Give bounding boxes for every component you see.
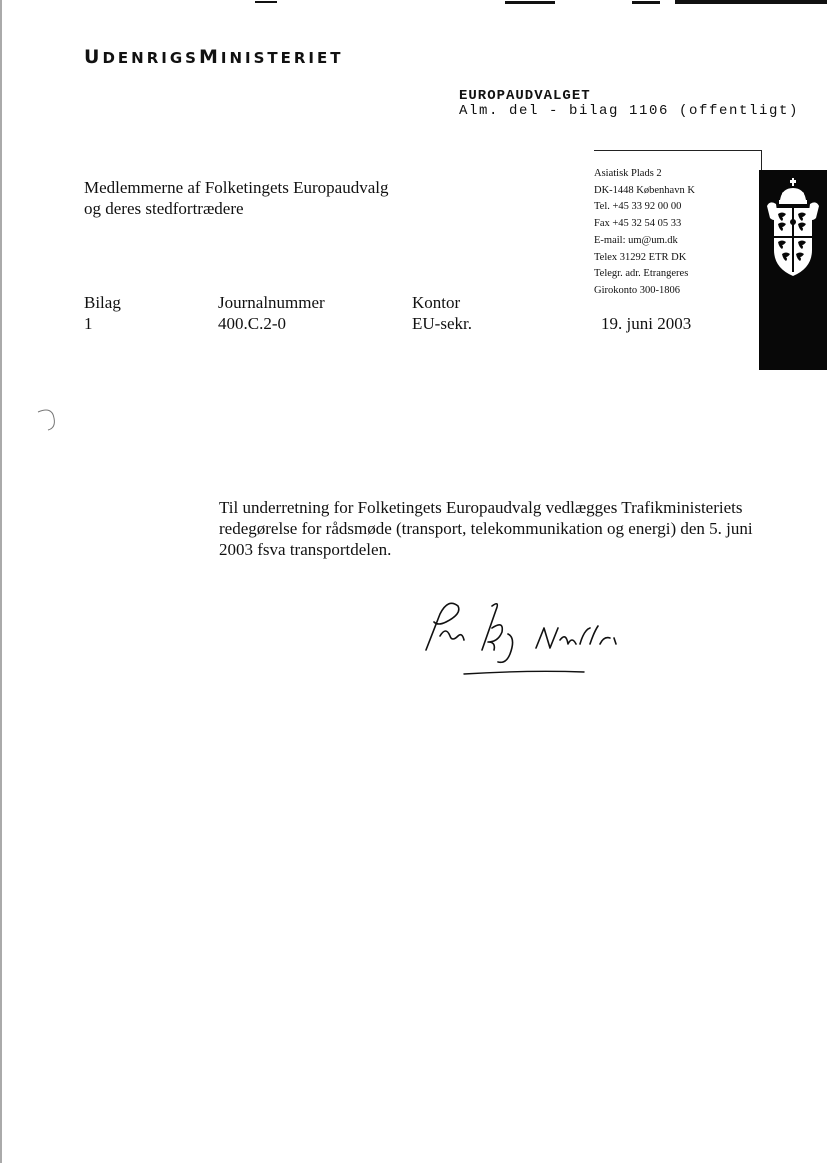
scan-artifact-top-mid2 [632,1,660,4]
address-telegraph: Telegr. adr. Etrangeres [594,268,689,280]
address-rule [594,150,762,151]
bilag-label: Bilag [84,293,121,312]
handwritten-signature [418,592,628,682]
registration-stamp [459,89,799,119]
address-email: E-mail: um@um.dk [594,234,678,246]
kontor-label: Kontor [412,293,461,312]
kontor-value: EU-sekr. [412,314,472,333]
scan-artifact-top-mid [505,1,555,4]
recipient-line-1: Medlemmerne af Folketingets Europaudvalg [84,178,389,197]
scan-artifact-top-right [675,0,827,4]
address-giro: Girokonto 300-1806 [594,284,681,296]
address-city: DK-1448 København K [594,184,695,196]
address-fax: Fax +45 32 54 05 33 [594,218,682,230]
scan-artifact-left-edge [0,0,2,1163]
margin-mark [34,404,64,434]
scan-artifact-top-left [255,1,277,3]
stamp-title: EUROPAUDVALGET [459,88,591,104]
stamp-subtitle: Alm. del - bilag 1106 (offentligt) [459,103,800,119]
journal-value: 400.C.2-0 [218,314,286,333]
recipient-line-2: og deres stedfortrædere [84,199,244,218]
sender-address [594,166,695,300]
letter-date: 19. juni 2003 [601,314,692,333]
journal-label: Journalnummer [218,293,325,312]
body-text: Til underretning for Folketingets Europaudvalg vedlægges Trafikministeriets redegørelse for rådsmøde (transport, telekommunikation og energi) den 5. juni 2003 fsva transportdelen. [219,498,753,559]
bilag-value: 1 [84,314,93,333]
address-phone: Tel. +45 33 92 00 00 [594,201,682,213]
recipient-block [84,177,389,219]
address-street: Asiatisk Plads 2 [594,168,662,179]
address-telex: Telex 31292 ETR DK [594,251,687,263]
ministry-name: UDENRIGSMINISTERIET [84,46,344,68]
address-rule-tick [761,150,762,170]
danish-royal-coat-of-arms-icon [764,178,822,286]
